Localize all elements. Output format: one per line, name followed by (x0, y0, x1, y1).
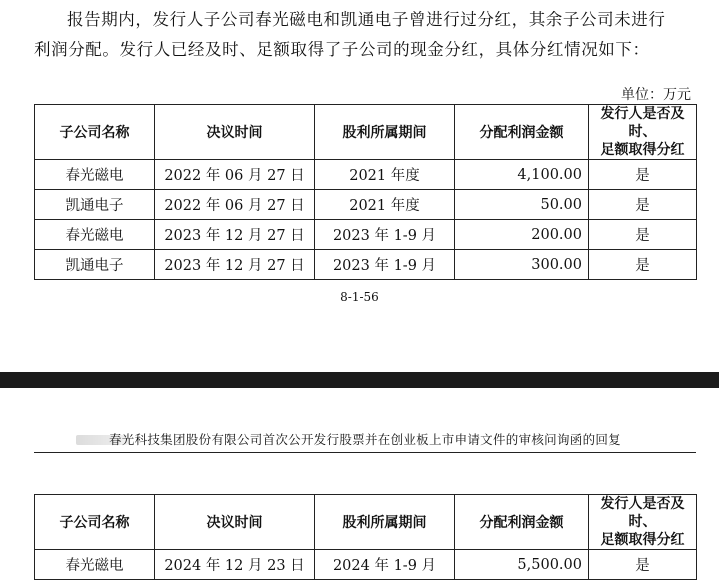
table-header-row (35, 105, 697, 160)
dividend-table-continued (34, 494, 697, 580)
header-received (589, 105, 697, 160)
header-received-line-1: 发行人是否及时、 (600, 106, 685, 140)
cell-period: 2023 年 1-9 月 (315, 250, 455, 280)
header-subsidiary: 子公司名称 (35, 105, 155, 160)
cell-received: 是 (589, 250, 697, 280)
header-received-line-1: 发行人是否及时、 (600, 496, 685, 530)
paragraph-line-2: 利润分配。发行人已经及时、足额取得了子公司的现金分红，具体分红情况如下： (34, 40, 650, 59)
cell-period: 2023 年 1-9 月 (315, 220, 455, 250)
cell-received: 是 (589, 220, 697, 250)
cell-amount: 4,100.00 (455, 160, 589, 190)
header-received-line-2: 足额取得分红 (600, 142, 685, 158)
document-page-2 (0, 388, 719, 581)
header-amount: 分配利润金额 (455, 105, 589, 160)
header-received-line-2: 足额取得分红 (600, 532, 685, 548)
cell-date: 2022 年 06 月 27 日 (155, 190, 315, 220)
cell-amount: 300.00 (455, 250, 589, 280)
cell-period: 2021 年度 (315, 160, 455, 190)
cell-date: 2022 年 06 月 27 日 (155, 160, 315, 190)
cell-amount: 200.00 (455, 220, 589, 250)
cell-subsidiary: 春光磁电 (35, 160, 155, 190)
cell-amount: 50.00 (455, 190, 589, 220)
header-dividend-period: 股利所属期间 (315, 105, 455, 160)
cell-subsidiary: 凯通电子 (35, 250, 155, 280)
table-header-row (35, 495, 697, 550)
cell-date: 2023 年 12 月 27 日 (155, 250, 315, 280)
cell-received: 是 (589, 550, 697, 580)
cell-period: 2021 年度 (315, 190, 455, 220)
paragraph-line-1: 报告期内，发行人子公司春光磁电和凯通电子曾进行过分红，其余子公司未进行 (67, 10, 666, 29)
unit-label: 单位：万元 (621, 87, 691, 103)
cell-amount: 5,500.00 (455, 550, 589, 580)
header-received (589, 495, 697, 550)
table-row (35, 550, 697, 580)
cell-subsidiary: 凯通电子 (35, 190, 155, 220)
cell-subsidiary: 春光磁电 (35, 220, 155, 250)
header-resolution-date: 决议时间 (155, 495, 315, 550)
body-paragraph (34, 5, 694, 65)
cell-date: 2023 年 12 月 27 日 (155, 220, 315, 250)
cell-period: 2024 年 1-9 月 (315, 550, 455, 580)
cell-received: 是 (589, 190, 697, 220)
header-amount: 分配利润金额 (455, 495, 589, 550)
table-row (35, 190, 697, 220)
header-dividend-period: 股利所属期间 (315, 495, 455, 550)
table-row (35, 160, 697, 190)
running-header: 春光科技集团股份有限公司首次公开发行股票并在创业板上市申请文件的审核问询函的回复 (108, 432, 621, 447)
header-subsidiary: 子公司名称 (35, 495, 155, 550)
table-row (35, 250, 697, 280)
cell-date: 2024 年 12 月 23 日 (155, 550, 315, 580)
header-rule (34, 452, 696, 453)
table-row (35, 220, 697, 250)
page-separator (0, 372, 719, 388)
page-number: 8-1-56 (340, 290, 379, 304)
dividend-table (34, 104, 697, 280)
cell-received: 是 (589, 160, 697, 190)
cell-subsidiary: 春光磁电 (35, 550, 155, 580)
header-resolution-date: 决议时间 (155, 105, 315, 160)
